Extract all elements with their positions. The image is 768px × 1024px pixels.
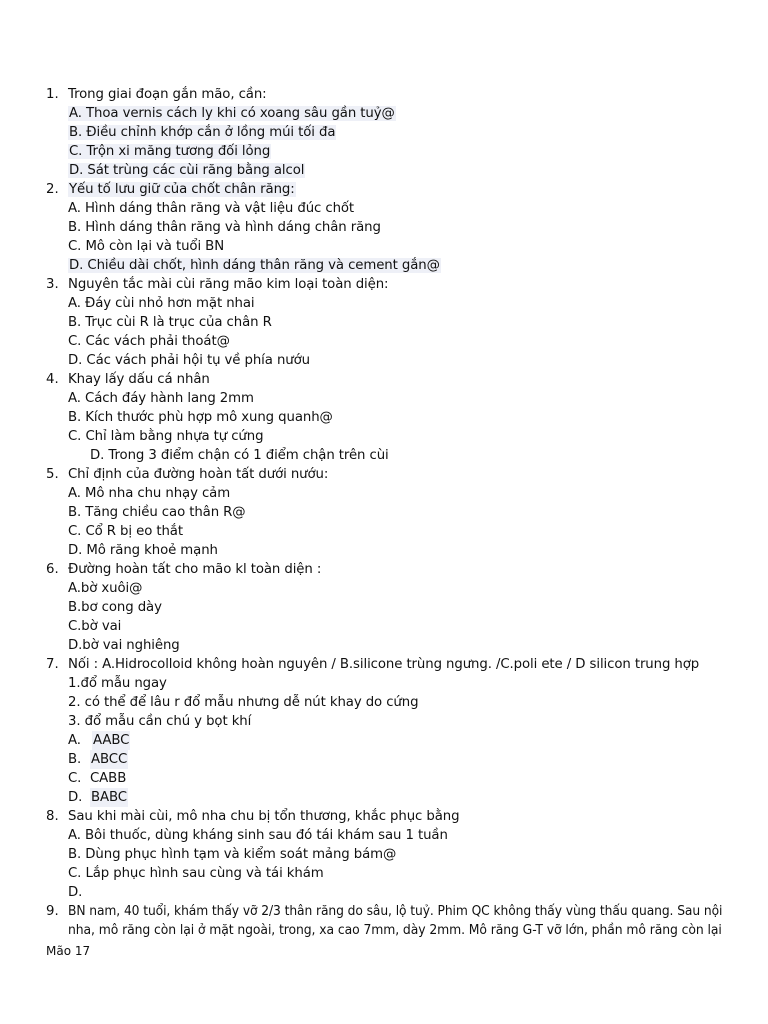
answer-option: B. Hình dáng thân răng và hình dáng chân răng — [68, 220, 381, 235]
answer-option: D. Trong 3 điểm chận có 1 điểm chận trên cùi — [90, 448, 389, 463]
option-text: ABCC — [91, 752, 128, 767]
option-text: D. Chiều dài chốt, hình dáng thân răng và cement gắn@ — [69, 258, 440, 273]
answer-option — [68, 142, 271, 161]
answer-option — [68, 788, 127, 807]
answer-option — [68, 769, 127, 788]
answer-option: C. Mô còn lại và tuổi BN — [68, 239, 225, 254]
answer-option: D.bờ vai nghiêng — [68, 638, 180, 653]
answer-option: B. Dùng phục hình tạm và kiểm soát mảng bám@ — [68, 847, 397, 862]
option-letter: D. — [68, 790, 83, 805]
option-text: CABB — [90, 771, 127, 786]
question-stem: Nối : A.Hidrocolloid không hoàn nguyên / B.silicone trùng ngưng. /C.poli ete / D silicon trung hợp — [68, 657, 700, 672]
matching-item: 2. có thể để lâu r đổ mẫu nhưng dễ nút khay do cứng — [68, 695, 419, 710]
answer-option: D. Mô răng khoẻ mạnh — [68, 543, 218, 558]
answer-option: C. Các vách phải thoát@ — [68, 334, 230, 349]
question-stem-line: BN nam, 40 tuổi, khám thấy vỡ 2/3 thân răng do sâu, lộ tuỷ. Phim QC không thấy vùng thấu quang. Sau nội — [68, 904, 723, 919]
option-text: A. Thoa vernis cách ly khi có xoang sâu gần tuỷ@ — [69, 106, 395, 121]
option-text: D. Sát trùng các cùi răng bằng alcol — [69, 163, 305, 178]
answer-option — [68, 256, 441, 275]
answer-option — [68, 731, 130, 750]
question-stem: Chỉ định của đường hoàn tất dưới nướu: — [68, 467, 329, 482]
answer-option: C. Cổ R bị eo thắt — [68, 524, 183, 539]
answer-option — [68, 123, 336, 142]
option-letter: B. — [68, 752, 82, 767]
question-number: 5. — [46, 467, 59, 482]
answer-option: A. Bôi thuốc, dùng kháng sinh sau đó tái khám sau 1 tuần — [68, 828, 448, 843]
answer-option: A. Mô nha chu nhạy cảm — [68, 486, 231, 501]
answer-option: D. — [68, 885, 83, 900]
stem-text: Yếu tố lưu giữ của chốt chân răng: — [69, 182, 295, 197]
option-text: B. Điều chỉnh khớp cắn ở lồng múi tối đa — [69, 125, 336, 140]
question-stem: Khay lấy dấu cá nhân — [68, 372, 210, 387]
answer-option: B.bơ cong dày — [68, 600, 162, 615]
answer-option: A. Cách đáy hành lang 2mm — [68, 391, 254, 406]
answer-option: C. Chỉ làm bằng nhựa tự cứng — [68, 429, 264, 444]
option-letter: C. — [68, 771, 82, 786]
option-text: BABC — [91, 790, 127, 805]
question-number: 1. — [46, 87, 59, 102]
question-number: 9. — [46, 904, 59, 919]
answer-option — [68, 161, 305, 180]
answer-option: B. Tăng chiều cao thân R@ — [68, 505, 246, 520]
answer-option: A.bờ xuôi@ — [68, 581, 143, 596]
option-letter: A. — [68, 733, 81, 748]
answer-option: B. Kích thước phù hợp mô xung quanh@ — [68, 410, 333, 425]
question-number: 4. — [46, 372, 59, 387]
answer-option: D. Các vách phải hội tụ về phía nướu — [68, 353, 310, 368]
question-number: 2. — [46, 182, 59, 197]
question-number: 6. — [46, 562, 59, 577]
question-number: 3. — [46, 277, 59, 292]
answer-option — [68, 750, 128, 769]
question-stem: Đường hoàn tất cho mão kl toàn diện : — [68, 562, 322, 577]
answer-option — [68, 104, 396, 123]
answer-option: C. Lắp phục hình sau cùng và tái khám — [68, 866, 324, 881]
matching-item: 3. đổ mẫu cần chú y bọt khí — [68, 714, 252, 729]
matching-item: 1.đổ mẫu ngay — [68, 676, 167, 691]
option-text: AABC — [93, 733, 130, 748]
question-stem — [68, 180, 296, 199]
answer-option: C.bờ vai — [68, 619, 122, 634]
answer-option: A. Đáy cùi nhỏ hơn mặt nhai — [68, 296, 255, 311]
question-stem-line: nha, mô răng còn lại ở mặt ngoài, trong, xa cao 7mm, dày 2mm. Mô răng G-T vỡ lớn, phần mô răng còn lại — [68, 923, 722, 938]
answer-option: A. Hình dáng thân răng và vật liệu đúc chốt — [68, 201, 355, 216]
question-number: 8. — [46, 809, 59, 824]
question-stem: Nguyên tắc mài cùi răng mão kim loại toàn diện: — [68, 277, 389, 292]
option-text: C. Trộn xi măng tương đối lỏng — [69, 144, 271, 159]
question-stem: Sau khi mài cùi, mô nha chu bị tổn thương, khắc phục bằng — [68, 809, 460, 824]
answer-option: B. Trục cùi R là trục của chân R — [68, 315, 272, 330]
question-number: 7. — [46, 657, 59, 672]
question-stem: Trong giai đoạn gắn mão, cần: — [68, 87, 267, 102]
page-footer: Mão 17 — [46, 944, 91, 958]
